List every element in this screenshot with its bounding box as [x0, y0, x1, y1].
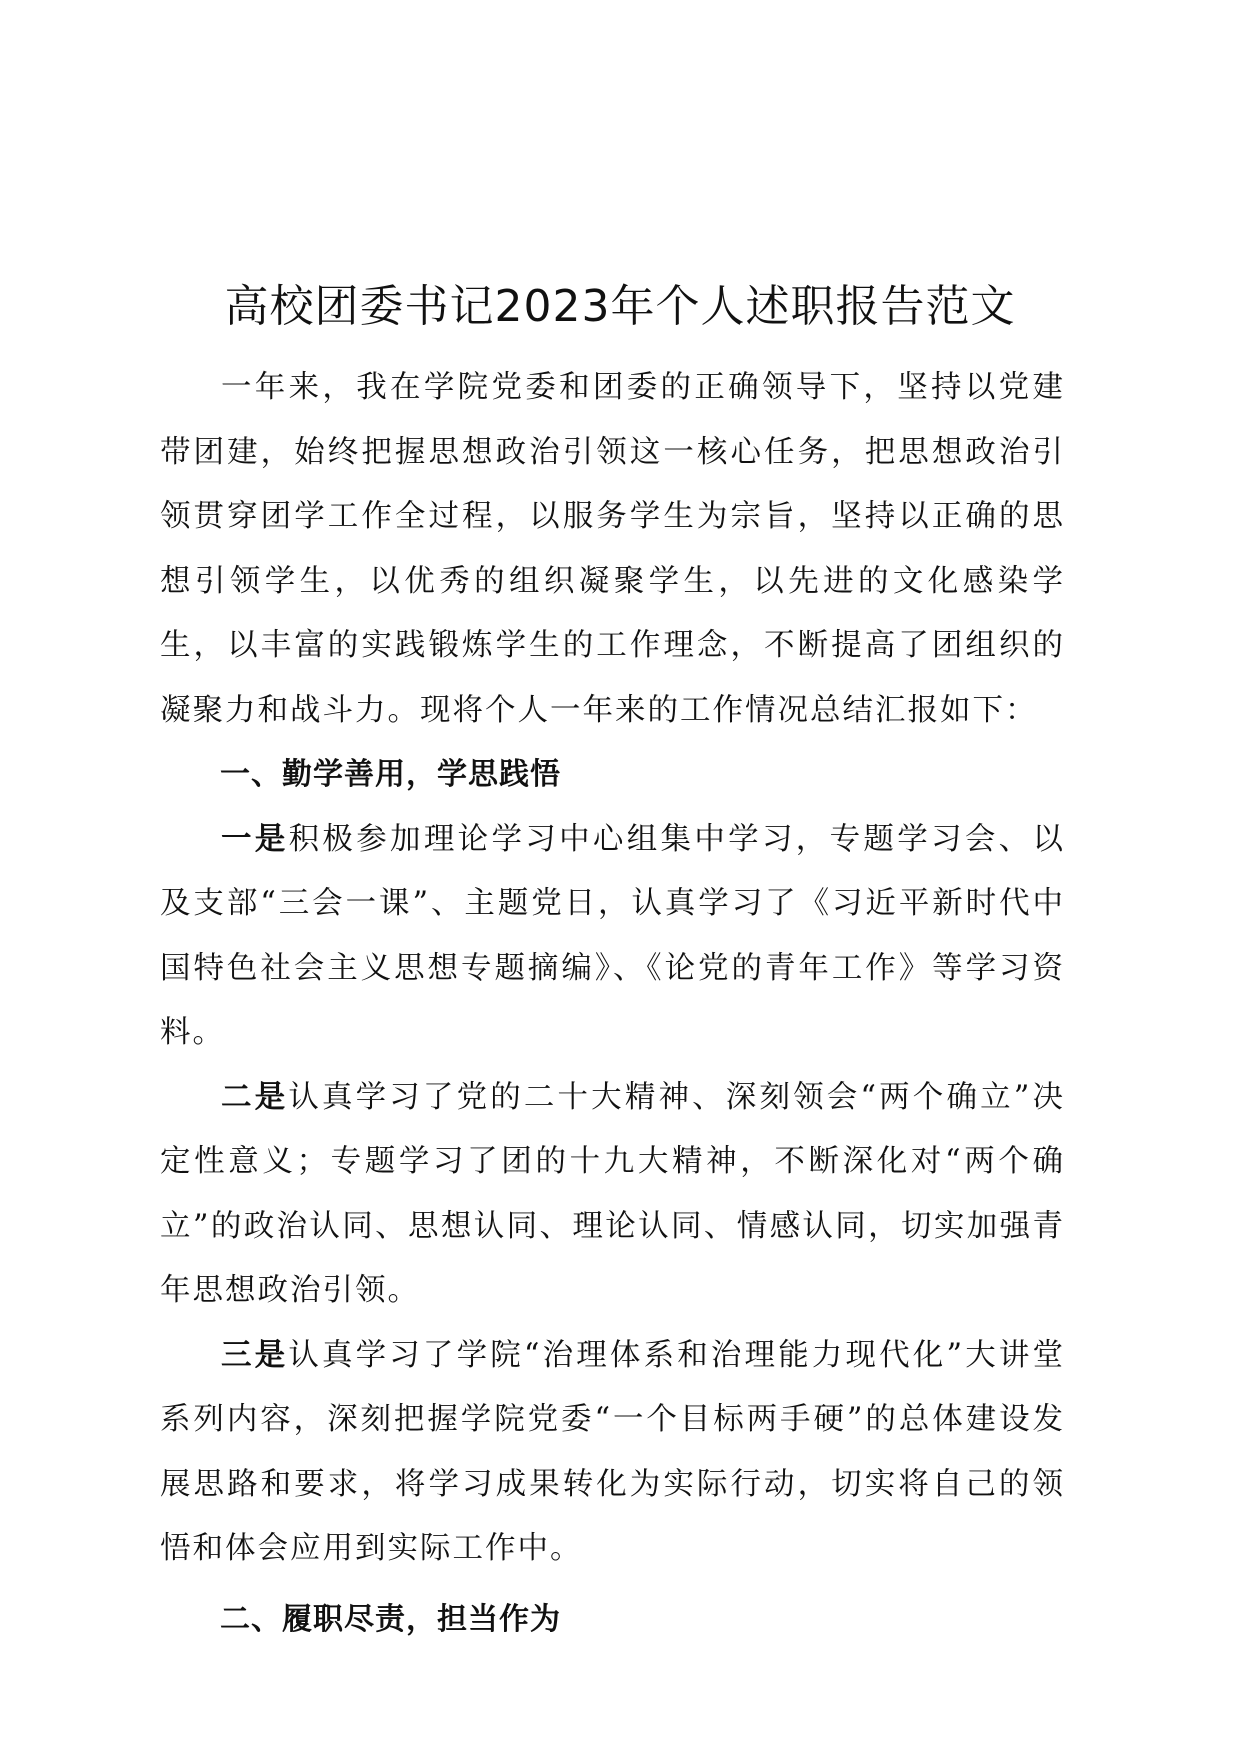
- paragraph-item-2: [160, 1066, 1065, 1324]
- item-text-2: 认真学习了党的二十大精神、深刻领会“两个确立”决定性意义；专题学习了团的十九大精神，不断深化对“两个确立”的政治认同、思想认同、理论认同、情感认同，切实加强青年思想政治引领。: [160, 1079, 1066, 1308]
- paragraph-item-1: [160, 808, 1065, 1066]
- document-body: [160, 356, 1065, 1652]
- intro-paragraph: 一年来，我在学院党委和团委的正确领导下，坚持以党建带团建，始终把握思想政治引领这一核心任务，把思想政治引领贯穿团学工作全过程，以服务学生为宗旨，坚持以正确的思想引领学生，以优秀的组织凝聚学生，以先进的文化感染学生，以丰富的实践锻炼学生的工作理念，不断提高了团组织的凝聚力和战斗力。现将个人一年来的工作情况总结汇报如下：: [160, 370, 1065, 728]
- item-lead-1: 一是: [221, 821, 289, 857]
- item-lead-3: 三是: [221, 1337, 289, 1373]
- item-text-3: 认真学习了学院“治理体系和治理能力现代化”大讲堂系列内容，深刻把握学院党委“一个目标两手硬”的总体建设发展思路和要求，将学习成果转化为实际行动，切实将自己的领悟和体会应用到实际工作中。: [160, 1337, 1066, 1566]
- item-text-1: 积极参加理论学习中心组集中学习，专题学习会、以及支部“三会一课”、主题党日，认真学习了《习近平新时代中国特色社会主义思想专题摘编》、《论党的青年工作》等学习资料。: [160, 821, 1065, 1050]
- section-heading-1: 一、勤学善用，学思践悟: [220, 757, 561, 792]
- document-title: 高校团委书记2023年个人述职报告范文: [224, 281, 1016, 332]
- item-lead-2: 二是: [221, 1079, 289, 1115]
- paragraph-item-3: [160, 1324, 1065, 1582]
- section-heading-2: 二、履职尽责，担当作为: [220, 1601, 561, 1637]
